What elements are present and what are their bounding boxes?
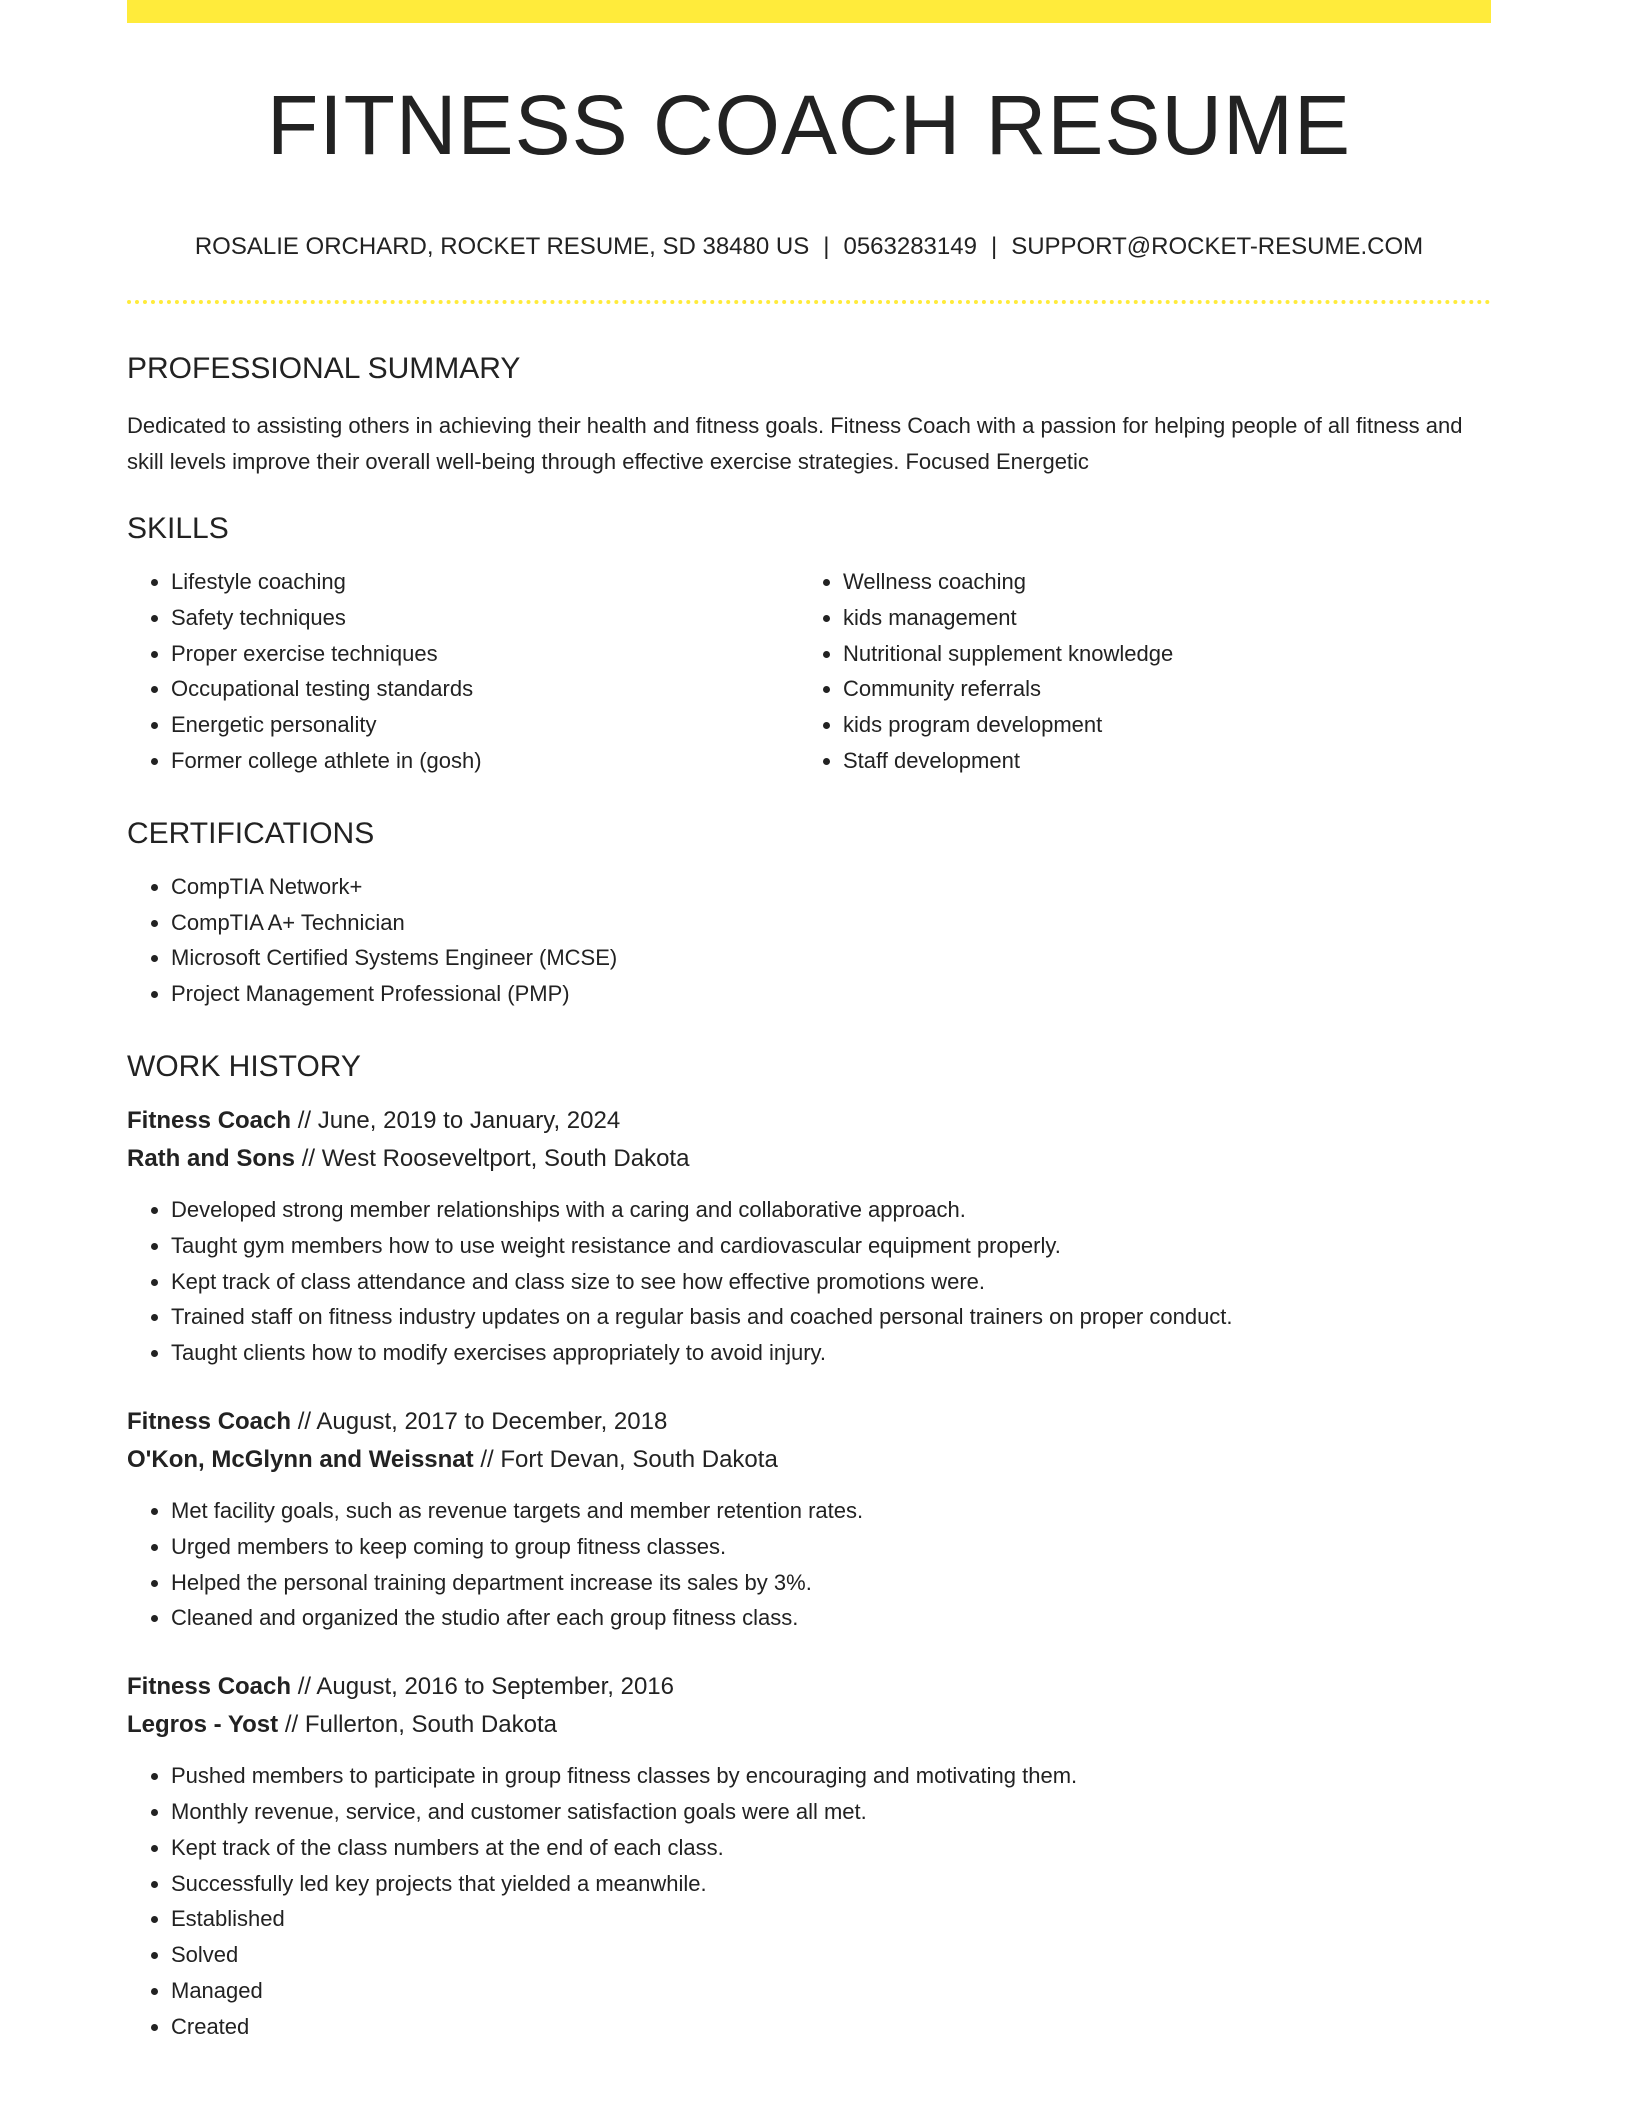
job-title-line	[127, 1668, 1491, 1706]
job-location: // West Rooseveltport, South Dakota	[301, 1144, 690, 1172]
job-title-line	[127, 1403, 1491, 1441]
job-bullet: • Taught clients how to modify exercises appropriately to avoid injury.	[171, 1335, 1491, 1371]
job-company-line	[127, 1140, 1491, 1178]
work-history-heading: WORK HISTORY	[127, 1049, 361, 1083]
skill-item: • Wellness coaching	[843, 564, 1471, 600]
job-company: Rath and Sons	[127, 1144, 296, 1172]
skills-left-column	[127, 564, 799, 779]
job-bullet: • Monthly revenue, service, and customer satisfaction goals were all met.	[171, 1794, 1491, 1830]
skills-columns	[127, 564, 1491, 779]
skill-item: • Energetic personality	[171, 707, 799, 743]
skills-right-list	[799, 564, 1471, 779]
summary-text: Dedicated to assisting others in achieving their health and fitness goals. Fitness Coach with a passion for helping people of all fitness and skill levels improve their overall well-being through effective exercise strategies. Focused Energetic	[127, 413, 1463, 474]
contact-address: ROSALIE ORCHARD, ROCKET RESUME, SD 38480 US	[194, 233, 810, 260]
contact-separator: |	[990, 233, 998, 260]
job-bullets	[127, 1192, 1491, 1371]
job-entry	[127, 1102, 1491, 1371]
job-bullets	[127, 1493, 1491, 1636]
job-bullet: • Kept track of the class numbers at the end of each class.	[171, 1830, 1491, 1866]
job-bullet: • Trained staff on fitness industry updates on a regular basis and coached personal trainers on proper conduct.	[171, 1299, 1491, 1335]
skills-right-column	[799, 564, 1471, 779]
certification-item: • CompTIA A+ Technician	[171, 905, 1491, 941]
job-location: // Fullerton, South Dakota	[284, 1711, 557, 1739]
contact-line	[127, 235, 1491, 259]
skill-item: • Lifestyle coaching	[171, 564, 799, 600]
job-bullet: • Created	[171, 2009, 1491, 2045]
job-dates: // August, 2017 to December, 2018	[297, 1407, 668, 1435]
skill-item: • kids management	[843, 600, 1471, 636]
job-bullet: • Managed	[171, 1973, 1491, 2009]
skill-item: • Nutritional supplement knowledge	[843, 636, 1471, 672]
skill-item: • Proper exercise techniques	[171, 636, 799, 672]
job-title: Fitness Coach	[127, 1407, 292, 1435]
certification-item: • Microsoft Certified Systems Engineer (MCSE)	[171, 940, 1491, 976]
skills-heading: SKILLS	[127, 512, 229, 545]
page-title: FITNESS COACH RESUME	[266, 78, 1352, 172]
certification-item: • CompTIA Network+	[171, 869, 1491, 905]
job-bullet: • Pushed members to participate in group fitness classes by encouraging and motivating them.	[171, 1758, 1491, 1794]
job-bullet: • Successfully led key projects that yielded a meanwhile.	[171, 1866, 1491, 1902]
job-title-line	[127, 1102, 1491, 1140]
contact-phone: 0563283149	[843, 233, 977, 260]
job-bullet: • Kept track of class attendance and class size to see how effective promotions were.	[171, 1264, 1491, 1300]
job-bullet: • Solved	[171, 1937, 1491, 1973]
job-bullet: • Developed strong member relationships with a caring and collaborative approach.	[171, 1192, 1491, 1228]
job-title: Fitness Coach	[127, 1106, 292, 1134]
job-bullet: • Established	[171, 1901, 1491, 1937]
resume-page	[127, 0, 1491, 2045]
summary-heading: PROFESSIONAL SUMMARY	[127, 352, 521, 385]
contact-email: SUPPORT@ROCKET-RESUME.COM	[1011, 233, 1424, 260]
skill-item: • Community referrals	[843, 671, 1471, 707]
contact-separator: |	[823, 233, 830, 260]
job-company: Legros - Yost	[127, 1711, 279, 1739]
certifications-list	[127, 869, 1491, 1012]
certifications-heading: CERTIFICATIONS	[127, 816, 375, 850]
job-bullet: • Cleaned and organized the studio after each group fitness class.	[171, 1600, 1491, 1636]
certification-item: • Project Management Professional (PMP)	[171, 976, 1491, 1012]
job-company-line	[127, 1441, 1491, 1479]
job-bullet: • Taught gym members how to use weight resistance and cardiovascular equipment properly.	[171, 1228, 1491, 1264]
skill-item: • Former college athlete in (gosh)	[171, 743, 799, 779]
skill-item: • Safety techniques	[171, 600, 799, 636]
job-company-line	[127, 1706, 1491, 1744]
job-location: // Fort Devan, South Dakota	[480, 1445, 778, 1473]
top-accent-bar	[127, 0, 1491, 23]
job-bullet: • Met facility goals, such as revenue targets and member retention rates.	[171, 1493, 1491, 1529]
job-entry	[127, 1403, 1491, 1636]
job-title: Fitness Coach	[127, 1673, 292, 1701]
dotted-divider	[127, 300, 1491, 304]
job-bullet: • Helped the personal training department increase its sales by 3%.	[171, 1565, 1491, 1601]
job-dates: // August, 2016 to September, 2016	[297, 1673, 674, 1701]
skill-item: • kids program development	[843, 707, 1471, 743]
job-bullets	[127, 1758, 1491, 2044]
job-entry	[127, 1668, 1491, 2044]
skills-left-list	[127, 564, 799, 779]
job-company: O'Kon, McGlynn and Weissnat	[127, 1445, 474, 1473]
skill-item: • Occupational testing standards	[171, 671, 799, 707]
job-bullet: • Urged members to keep coming to group fitness classes.	[171, 1529, 1491, 1565]
skill-item: • Staff development	[843, 743, 1471, 779]
job-dates: // June, 2019 to January, 2024	[297, 1106, 621, 1134]
